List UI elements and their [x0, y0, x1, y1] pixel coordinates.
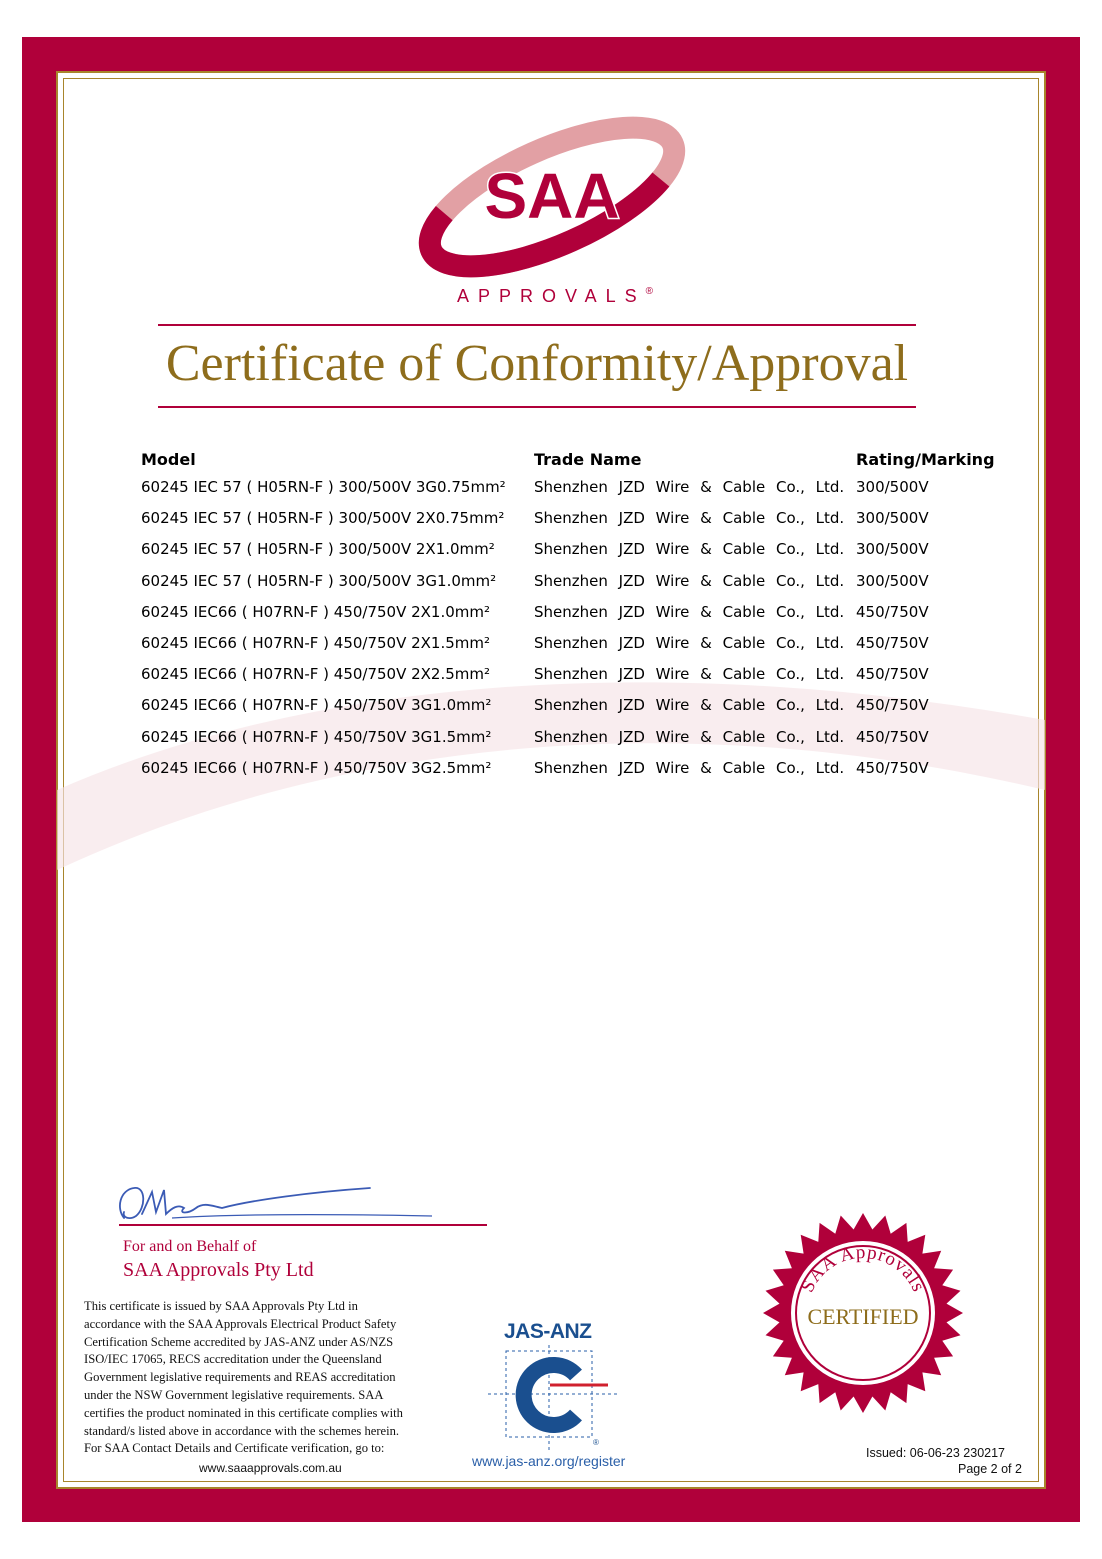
page-number: Page 2 of 2 — [958, 1462, 1022, 1476]
trade-name-cell: Shenzhen JZD Wire & Cable Co., Ltd. — [534, 509, 845, 527]
rating-cell: 300/500V — [856, 540, 929, 558]
behalf-label: For and on Behalf of — [123, 1238, 257, 1255]
title-top-rule — [158, 324, 916, 326]
jas-anz-mark-icon — [488, 1345, 618, 1450]
model-cell: 60245 IEC66 ( H07RN-F ) 450/750V 3G2.5mm² — [141, 759, 492, 777]
seal-arc-text: SAA Approvals — [796, 1241, 930, 1296]
issued-date: Issued: 06-06-23 230217 — [866, 1446, 1005, 1460]
column-header-trade-name: Trade Name — [534, 450, 642, 469]
fineprint-line: For SAA Contact Details and Certificate verification, go to: — [84, 1441, 385, 1456]
trade-name-cell: Shenzhen JZD Wire & Cable Co., Ltd. — [534, 759, 845, 777]
rating-cell: 300/500V — [856, 478, 929, 496]
saa-logo — [412, 112, 692, 282]
trade-name-cell: Shenzhen JZD Wire & Cable Co., Ltd. — [534, 634, 845, 652]
seal-label: CERTIFIED — [807, 1304, 919, 1329]
title-bottom-rule — [158, 406, 916, 408]
certificate-fineprint — [84, 1298, 464, 1458]
rating-cell: 450/750V — [856, 603, 929, 621]
trade-name-cell: Shenzhen JZD Wire & Cable Co., Ltd. — [534, 572, 845, 590]
jas-anz-title: JAS-ANZ — [504, 1320, 592, 1343]
model-cell: 60245 IEC66 ( H07RN-F ) 450/750V 3G1.5mm² — [141, 728, 492, 746]
trade-name-cell: Shenzhen JZD Wire & Cable Co., Ltd. — [534, 665, 845, 683]
rating-cell: 450/750V — [856, 759, 929, 777]
model-cell: 60245 IEC 57 ( H05RN-F ) 300/500V 3G0.75mm² — [141, 478, 506, 496]
fineprint-line: Certification Scheme accredited by JAS-ANZ under AS/NZS — [84, 1334, 394, 1349]
saa-website-link[interactable]: www.saaapprovals.com.au — [199, 1461, 342, 1475]
signature-line — [119, 1224, 487, 1226]
table-row — [0, 759, 1102, 787]
table-row — [0, 634, 1102, 662]
trade-name-cell: Shenzhen JZD Wire & Cable Co., Ltd. — [534, 540, 845, 558]
model-cell: 60245 IEC66 ( H07RN-F ) 450/750V 3G1.0mm² — [141, 696, 492, 714]
fineprint-line: Government legislative requirements and REAS accreditation — [84, 1370, 396, 1385]
column-header-rating: Rating/Marking — [856, 450, 995, 469]
signature — [112, 1178, 442, 1228]
fineprint-line: ISO/IEC 17065, RECS accreditation under the Queensland — [84, 1352, 382, 1367]
jas-anz-register-link[interactable]: www.jas-anz.org/register — [472, 1453, 626, 1469]
column-header-model: Model — [141, 450, 196, 469]
jas-anz-registered-mark: ® — [593, 1438, 599, 1447]
table-row — [0, 509, 1102, 537]
model-cell: 60245 IEC 57 ( H05RN-F ) 300/500V 2X1.0mm² — [141, 540, 495, 558]
table-row — [0, 572, 1102, 600]
rating-cell: 450/750V — [856, 696, 929, 714]
page-title: Certificate of Conformity/Approval — [165, 335, 909, 392]
fineprint-line: This certificate is issued by SAA Approvals Pty Ltd in — [84, 1299, 358, 1313]
fineprint-line: certifies the product nominated in this certificate complies with — [84, 1405, 403, 1420]
fineprint-line: accordance with the SAA Approvals Electrical Product Safety — [84, 1316, 397, 1331]
table-row — [0, 728, 1102, 756]
registered-mark: ® — [645, 286, 654, 297]
rating-cell: 450/750V — [856, 634, 929, 652]
trade-name-cell: Shenzhen JZD Wire & Cable Co., Ltd. — [534, 728, 845, 746]
table-row — [0, 603, 1102, 631]
rating-cell: 450/750V — [856, 665, 929, 683]
rating-cell: 300/500V — [856, 572, 929, 590]
trade-name-cell: Shenzhen JZD Wire & Cable Co., Ltd. — [534, 478, 845, 496]
model-cell: 60245 IEC66 ( H07RN-F ) 450/750V 2X2.5mm² — [141, 665, 491, 683]
issuer-company: SAA Approvals Pty Ltd — [123, 1259, 314, 1281]
rating-cell: 450/750V — [856, 728, 929, 746]
trade-name-cell: Shenzhen JZD Wire & Cable Co., Ltd. — [534, 603, 845, 621]
table-row — [0, 696, 1102, 724]
certified-seal — [760, 1210, 966, 1416]
fineprint-line: standard/s listed above in accordance with the schemes herein. — [84, 1423, 400, 1438]
approvals-wordmark: APPROVALS® — [456, 286, 654, 306]
table-row — [0, 665, 1102, 693]
model-cell: 60245 IEC66 ( H07RN-F ) 450/750V 2X1.0mm² — [141, 603, 491, 621]
model-cell: 60245 IEC 57 ( H05RN-F ) 300/500V 3G1.0mm² — [141, 572, 497, 590]
fineprint-line: under the NSW Government legislative requirements. SAA — [84, 1387, 384, 1402]
table-row — [0, 478, 1102, 506]
saa-logo-text: SAA — [484, 160, 620, 232]
table-row — [0, 540, 1102, 568]
model-cell: 60245 IEC 57 ( H05RN-F ) 300/500V 2X0.75mm² — [141, 509, 505, 527]
rating-cell: 300/500V — [856, 509, 929, 527]
model-cell: 60245 IEC66 ( H07RN-F ) 450/750V 2X1.5mm² — [141, 634, 491, 652]
trade-name-cell: Shenzhen JZD Wire & Cable Co., Ltd. — [534, 696, 845, 714]
